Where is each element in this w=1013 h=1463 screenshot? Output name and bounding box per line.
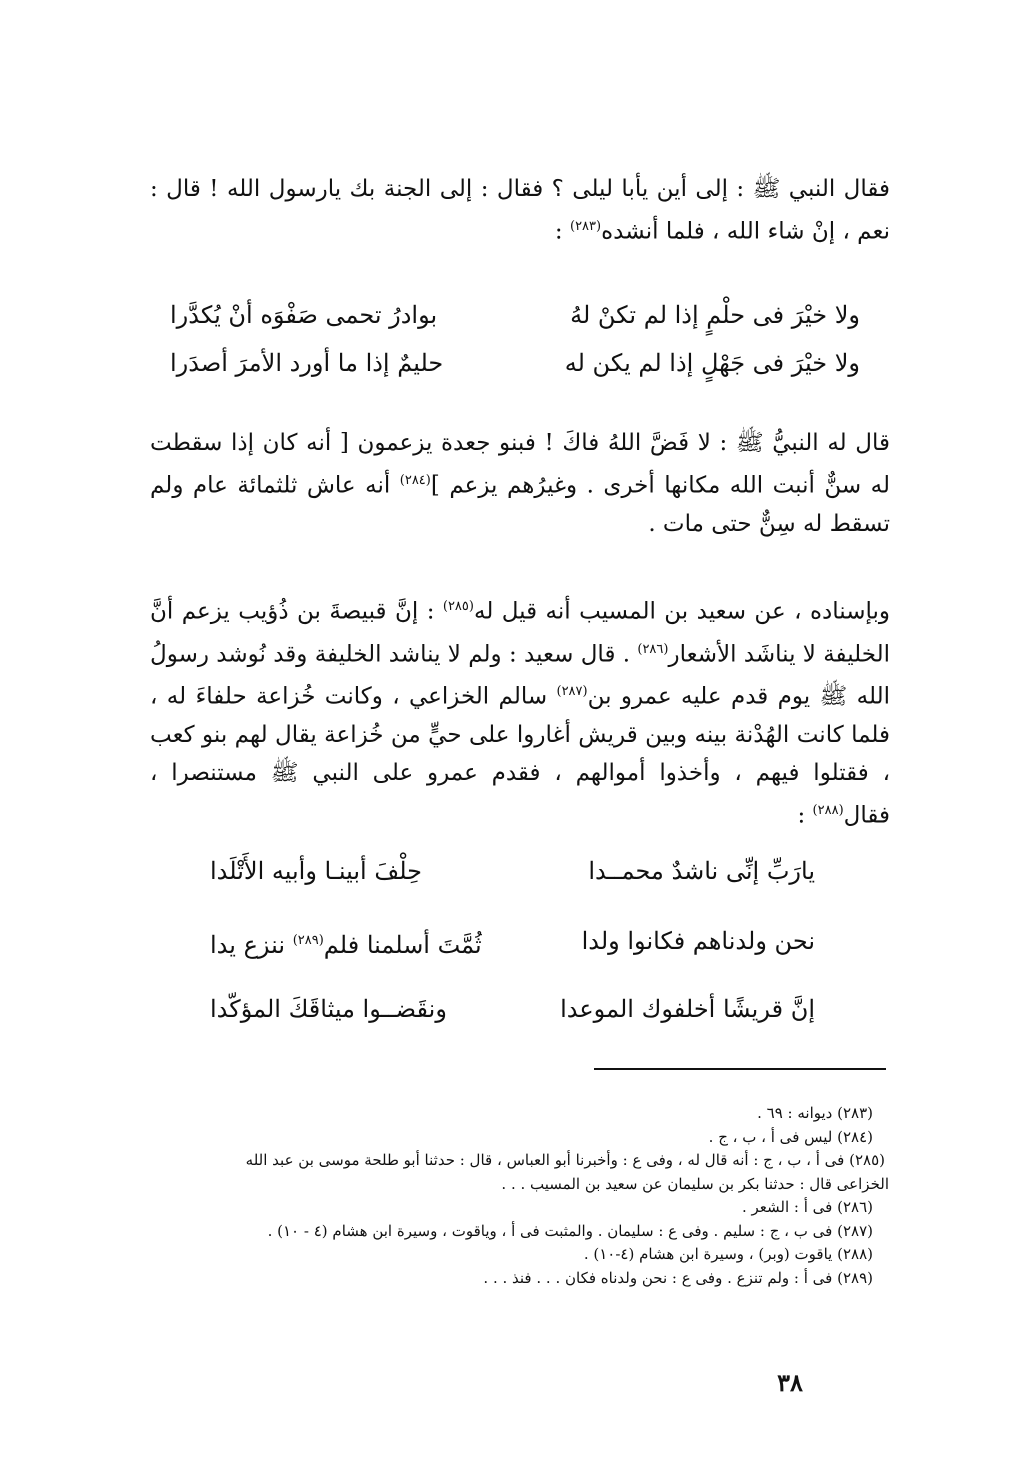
verse-hemistich-second: حليمٌ إذا ما أورد الأمرَ أصدَرا	[170, 349, 444, 377]
paragraph-tail: :	[554, 218, 570, 245]
footnote-ref: (٢٨٧)	[556, 684, 588, 700]
verse-hemistich-second: بوادرُ تحمى صَفْوَه أنْ يُكدَّرا	[170, 301, 438, 329]
verse-hemistich-first: نحن ولدناهم فكانوا ولدا	[581, 927, 815, 955]
footnote: (٢٨٥) فى أ ، ب ، ج : أنه قال له ، وفى ع : وأخبرنا أبو العباس ، قال : حدثنا أبو طلحة موسى بن عبد الله	[245, 1151, 885, 1169]
paragraph-1	[150, 170, 890, 251]
footnote-ref: (٢٨٦)	[637, 641, 669, 657]
footnote-ref: (٢٨٥)	[442, 599, 474, 614]
verse-line	[210, 922, 815, 964]
footnote: (٢٨٤) ليس فى أ ، ب ، ج .	[708, 1127, 873, 1146]
footnote-ref: (٢٨٤)	[399, 473, 431, 488]
verse-hemistich-second: حِلْفَ أبينـا وأبيه الأَتْلَدا	[210, 857, 422, 885]
paragraph-text: . قال سعيد : ولم لا يناشد الخليفة وقد نُوشد رسولُ الله ﷺ يوم قدم عليه عمرو بن	[150, 641, 890, 710]
paragraph-2	[150, 424, 890, 543]
paragraph-text: : إنَّ قبيصةَ بن ذُؤيب يزعم أنَّ الخليفة لا يناشَد الأشعار	[150, 598, 890, 668]
verse-line	[210, 852, 815, 890]
verse-text: ننزع يدا	[210, 931, 293, 959]
footnote: (٢٨٧) فى ب ، ج : سليم . وفى ع : سليمان . والمثبت فى أ ، وياقوت ، وسيرة ابن هشام (٤ - ١٠) .	[267, 1221, 873, 1240]
footnote-divider	[594, 1068, 886, 1070]
verse-line	[170, 296, 860, 334]
verse-line	[210, 990, 815, 1028]
paragraph-tail: أنه عاش ثلثمائة عام ولم تسقط له سِنٌّ حتى مات .	[150, 472, 890, 537]
verse-text: ثُمَّتَ أسلمنا فلم	[323, 931, 482, 959]
paragraph-text: وبإسناده ، عن سعيد بن المسيب أنه قيل له	[473, 598, 890, 625]
footnote: (٢٨٣) ديوانه : ٦٩ .	[757, 1104, 873, 1122]
footnote: (٢٨٨) ياقوت (وبر) ، وسيرة ابن هشام (٤-١٠) .	[583, 1245, 873, 1263]
footnote: الخزاعى قال : حدثنا بكر بن سليمان عن سعيد بن المسيب . . .	[501, 1174, 889, 1193]
paragraph-3	[150, 588, 890, 835]
verse-line	[170, 344, 860, 382]
footnote-ref: (٢٨٣)	[569, 219, 602, 234]
footnote: (٢٨٩) فى أ : ولم تنزع . وفى ع : نحن ولدناه فكان . . . فنذ . . .	[483, 1268, 873, 1287]
paragraph-tail: :	[797, 802, 813, 829]
verse-hemistich-first: ولا خيْرَ فى حلْمٍ إذا لم تكنْ لهُ	[570, 301, 860, 329]
footnote-ref: (٢٨٩)	[292, 933, 324, 948]
page-number: ٣٨	[777, 1368, 803, 1397]
footnotes	[140, 1102, 889, 1290]
footnote-ref: (٢٨٨)	[812, 802, 844, 818]
verse-hemistich-first: يارَبِّ إنِّى ناشدٌ محمــدا	[588, 857, 815, 885]
paragraph-text: فقال النبي ﷺ : إلى أين يأبا ليلى ؟ فقال : إلى الجنة بك يارسول الله ! قال : نعم ، إنْ شاء الله ، فلما أنشده	[150, 176, 890, 245]
verse-hemistich-first: إنَّ قريشًا أخلفوك الموعدا	[560, 995, 815, 1023]
verse-hemistich-second	[210, 922, 482, 964]
paragraph-text: سالم الخزاعي ، وكانت خُزاعة حلفاءَ له ، فلما كانت الهُدْنة بينه وبين قريش أغاروا على حيٍّ من خُزاعة يقال لهم بنو كعب ، فقتلوا فيهم ، وأخذوا أموالهم ، فقدم عمرو على النبي ﷺ مستنصرا ، فقال	[150, 683, 890, 829]
footnote: (٢٨٦) فى أ : الشعر .	[741, 1198, 873, 1216]
verse-hemistich-second: ونقَضــوا ميثاقَكَ المؤكّدا	[210, 995, 447, 1023]
paragraph-text: قال له النبيُّ ﷺ : لا فَضَّ اللهُ فاكَ ! فبنو جعدة يزعمون [ أنه كان إذا سقطت له سنٌّ أنبت الله مكانها أخرى . وغيرُهم يزعم ]	[150, 430, 890, 499]
verse-hemistich-first: ولا خيْرَ فى جَهْلٍ إذا لم يكن له	[564, 349, 860, 377]
